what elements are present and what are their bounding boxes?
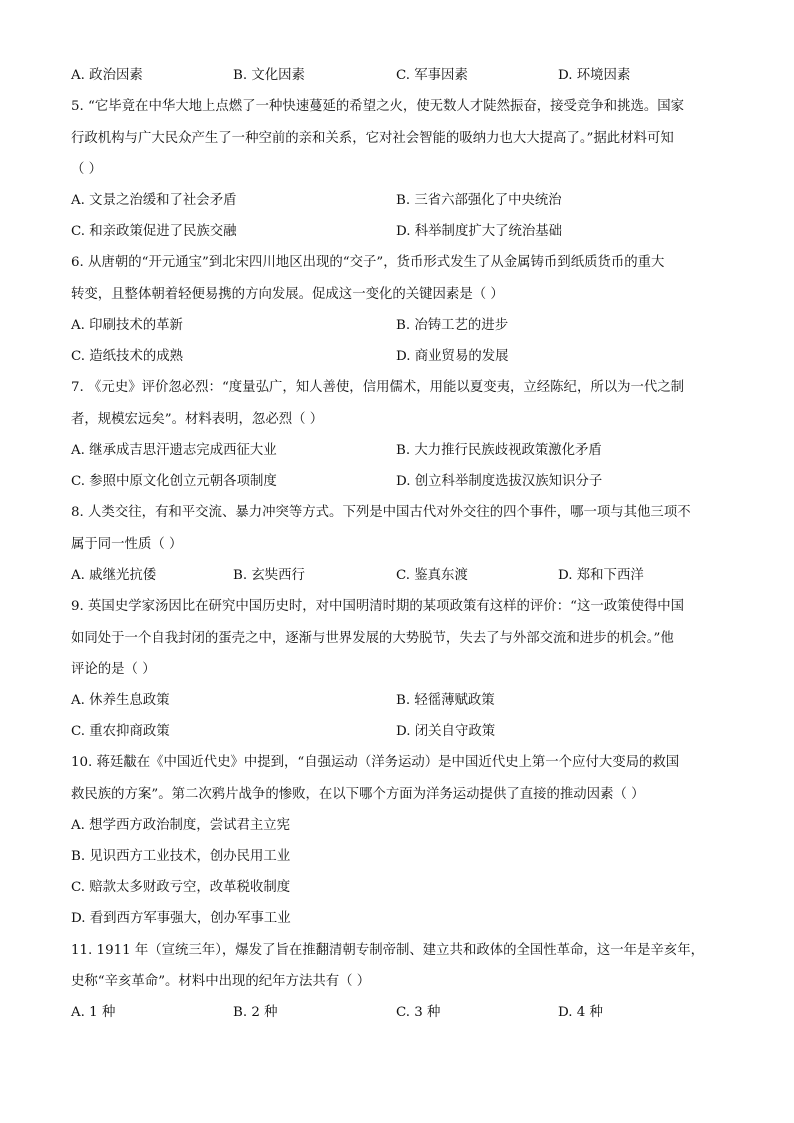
- q4-option-a: A. 政治因素: [71, 68, 143, 83]
- q11-option-c: C. 3 种: [396, 1005, 441, 1020]
- q11-stem-line: 11. 1911 年（宣统三年），爆发了旨在推翻清朝专制帝制、建立共和政体的全国性革命，这一年是辛亥年，: [71, 943, 704, 958]
- q11-option-b: B. 2 种: [233, 1005, 278, 1020]
- q7-option-d: D. 创立科举制度选拔汉族知识分子: [396, 474, 603, 489]
- q9-option-a: A. 休养生息政策: [71, 693, 170, 708]
- q5-stem-line: （ ）: [71, 162, 103, 177]
- q9-option-b: B. 轻徭薄赋政策: [396, 693, 495, 708]
- q5-option-a: A. 文景之治缓和了社会矛盾: [71, 193, 237, 208]
- q6-option-b: B. 冶铸工艺的进步: [396, 318, 509, 333]
- q8-option-d: D. 郑和下西洋: [558, 568, 644, 583]
- q9-stem-line: 评论的是（ ）: [71, 662, 156, 677]
- q4-option-c: C. 军事因素: [396, 68, 468, 83]
- q7-option-a: A. 继承成吉思汗遗志完成西征大业: [71, 443, 277, 458]
- q6-stem-line: 6. 从唐朝的“开元通宝”到北宋四川地区出现的“交子”，货币形式发生了从金属铸币到纸质货币的重大: [71, 255, 665, 270]
- q6-option-d: D. 商业贸易的发展: [396, 349, 509, 364]
- q8-stem-line: 属于同一性质（ ）: [71, 537, 183, 552]
- q4-option-b: B. 文化因素: [233, 68, 305, 83]
- q9-option-d: D. 闭关自守政策: [396, 724, 496, 739]
- q5-option-c: C. 和亲政策促进了民族交融: [71, 224, 237, 239]
- q8-stem-line: 8. 人类交往，有和平交流、暴力冲突等方式。下列是中国古代对外交往的四个事件，哪一项与其他三项不: [71, 505, 691, 520]
- q6-stem-line: 转变，且整体朝着轻便易携的方向发展。促成这一变化的关键因素是（ ）: [71, 287, 504, 302]
- q10-option-c: C. 赔款太多财政亏空，改革税收制度: [71, 880, 291, 895]
- q5-option-b: B. 三省六部强化了中央统治: [396, 193, 562, 208]
- q5-stem-line: 5. “它毕竟在中华大地上点燃了一种快速蔓延的希望之火，使无数人才陡然振奋，接受竞争和挑选。国家: [71, 99, 685, 114]
- q5-option-d: D. 科举制度扩大了统治基础: [396, 224, 563, 239]
- q10-option-a: A. 想学西方政治制度，尝试君主立宪: [71, 818, 291, 833]
- q8-option-b: B. 玄奘西行: [233, 568, 305, 583]
- q10-stem-line: 救民族的方案”。第二次鸦片战争的惨败，在以下哪个方面为洋务运动提供了直接的推动因素（ ）: [71, 787, 645, 802]
- q7-stem-line: 7. 《元史》评价忽必烈：“度量弘广，知人善使，信用儒术，用能以夏变夷，立经陈纪，所以为一代之制: [71, 380, 685, 395]
- q10-option-d: D. 看到西方军事强大，创办军事工业: [71, 911, 291, 926]
- q9-stem-line: 9. 英国史学家汤因比在研究中国历史时，对中国明清时期的某项政策有这样的评价：“这一政策使得中国: [71, 599, 685, 614]
- q11-stem-line: 史称“辛亥革命”。材料中出现的纪年方法共有（ ）: [71, 974, 371, 989]
- q11-option-a: A. 1 种: [71, 1005, 116, 1020]
- q10-option-b: B. 见识西方工业技术，创办民用工业: [71, 849, 291, 864]
- q7-option-c: C. 参照中原文化创立元朝各项制度: [71, 474, 277, 489]
- q8-option-a: A. 戚继光抗倭: [71, 568, 157, 583]
- q7-stem-line: 者，规模宏远矣”。材料表明，忽必烈（ ）: [71, 412, 324, 427]
- q11-option-d: D. 4 种: [558, 1005, 603, 1020]
- q7-option-b: B. 大力推行民族歧视政策激化矛盾: [396, 443, 602, 458]
- q6-option-c: C. 造纸技术的成熟: [71, 349, 184, 364]
- q4-option-d: D. 环境因素: [558, 68, 631, 83]
- q5-stem-line: 行政机构与广大民众产生了一种空前的亲和关系，它对社会智能的吸纳力也大大提高了。”据此材料可知: [71, 131, 674, 146]
- q10-stem-line: 10. 蒋廷黻在《中国近代史》中提到，“自强运动（洋务运动）是中国近代史上第一个应付大变局的救国: [71, 755, 680, 770]
- q9-stem-line: 如同处于一个自我封闭的蛋壳之中，逐渐与世界发展的大势脱节，失去了与外部交流和进步的机会。”他: [71, 631, 674, 646]
- q9-option-c: C. 重农抑商政策: [71, 724, 170, 739]
- q6-option-a: A. 印刷技术的革新: [71, 318, 183, 333]
- q8-option-c: C. 鉴真东渡: [396, 568, 468, 583]
